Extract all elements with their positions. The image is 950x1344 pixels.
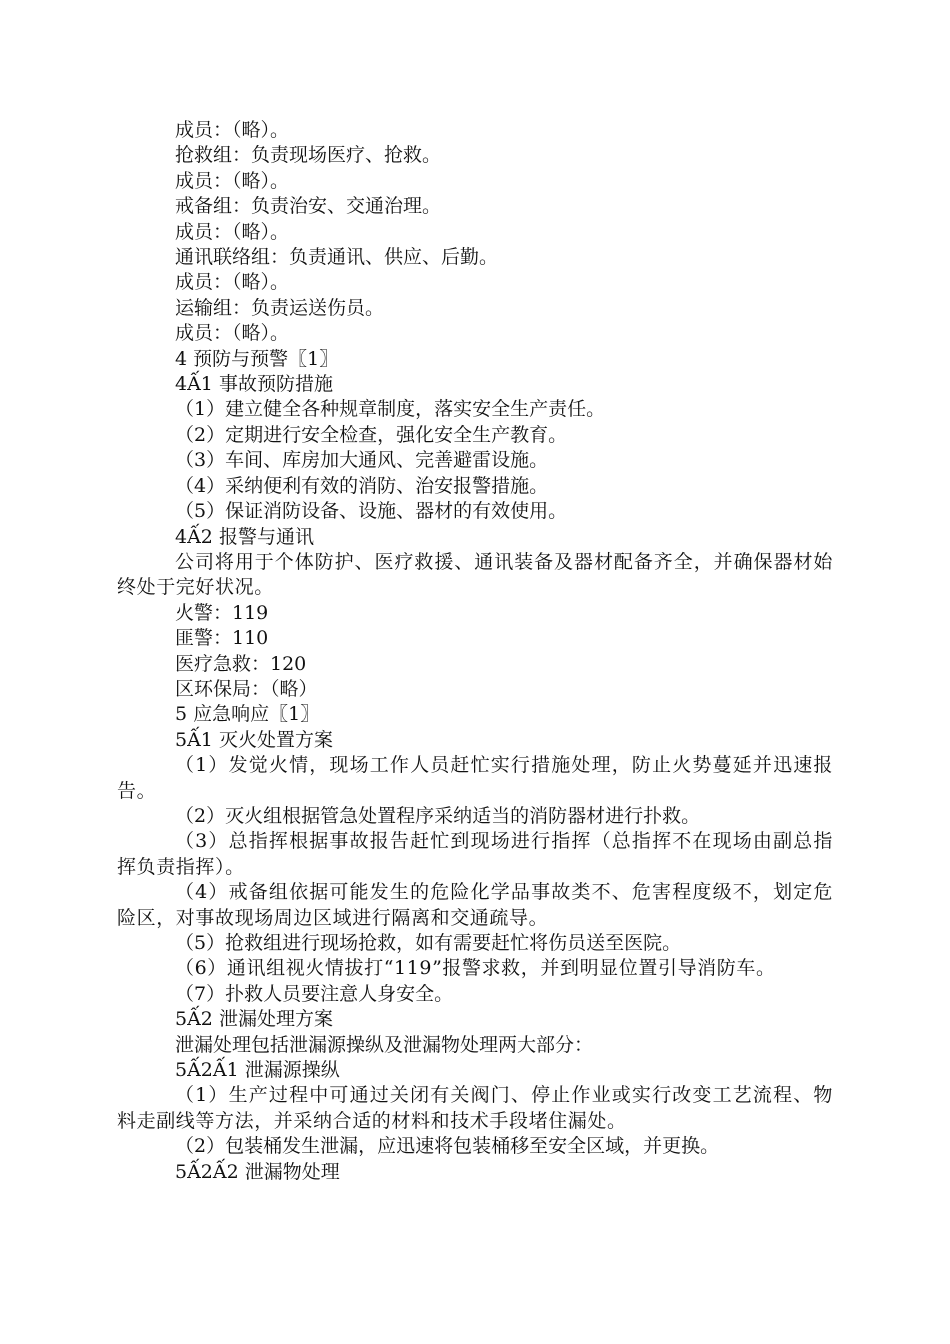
- text-line: 成员：（略）。: [175, 119, 290, 141]
- text-line: 通讯联络组：负责通讯、供应、后勤。: [175, 246, 499, 269]
- subsection-heading: 5Ấ1 灭火处置方案: [175, 728, 333, 751]
- text-line: 成员：（略）。: [175, 271, 290, 294]
- subsection-heading: 4Ấ2 报警与通讯: [175, 525, 314, 548]
- text-line: 成员：（略）。: [175, 322, 290, 345]
- paragraph: （1）生产过程中可通过关闭有关阀门、停止作业或实行改变工艺流程、物料走副线等方法，并采纳合适的材料和技术手段堵住漏处。: [117, 1084, 833, 1132]
- paragraph: 公司将用于个体防护、医疗救援、通讯装备及器材配备齐全，并确保器材始终处于完好状况。: [117, 550, 833, 599]
- list-item: （7）扑救人员要注意人身安全。: [175, 982, 454, 1005]
- list-item: （3）车间、库房加大通风、完善避雷设施。: [175, 449, 549, 472]
- text-line: 戒备组：负责治安、交通治理。: [175, 195, 442, 218]
- text-line: 成员：（略）。: [175, 220, 290, 243]
- section-heading: 5 应急响应〖1〗: [175, 703, 320, 726]
- list-item: （1）建立健全各种规章制度，落实安全生产责任。: [175, 398, 606, 421]
- document-body: [117, 118, 833, 1185]
- list-item: （5）抢救组进行现场抢救，如有需要赶忙将伤员送至医院。: [175, 932, 682, 954]
- text-line: 泄漏处理包括泄漏源操纵及泄漏物处理两大部分：: [175, 1033, 594, 1056]
- list-item: （2）包装桶发生泄漏，应迅速将包装桶移至安全区域，并更换。: [175, 1135, 720, 1158]
- section-heading: 4 预防与预警〖1〗: [175, 347, 339, 370]
- list-item: （2）定期进行安全检查，强化安全生产教育。: [175, 423, 568, 446]
- text-line: 匪警：110: [175, 627, 269, 650]
- subsection-heading: 4Ấ1 事故预防措施: [175, 373, 333, 396]
- paragraph: （1）发觉火情，现场工作人员赶忙实行措施处理，防止火势蔓延并迅速报告。: [117, 754, 833, 802]
- text-line: 区环保局：（略）: [175, 677, 318, 700]
- paragraph: （4）戒备组依据可能发生的危险化学品事故类不、危害程度级不，划定危险区，对事故现场周边区域进行隔离和交通疏导。: [117, 881, 833, 929]
- subsection-heading: 5Ấ2 泄漏处理方案: [175, 1008, 333, 1031]
- subsection-heading: 5Ấ2Ấ1 泄漏源操纵: [175, 1059, 340, 1082]
- text-line: 医疗急救：120: [175, 652, 307, 675]
- text-line: 运输组：负责运送伤员。: [175, 296, 385, 319]
- text-line: 成员：（略）。: [175, 169, 290, 192]
- paragraph: （3）总指挥根据事故报告赶忙到现场进行指挥（总指挥不在现场由副总指挥负责指挥）。: [117, 830, 833, 878]
- list-item: （5）保证消防设备、设施、器材的有效使用。: [175, 500, 568, 523]
- list-item: （4）采纳便利有效的消防、治安报警措施。: [175, 474, 549, 497]
- text-line: 火警：119: [175, 601, 269, 624]
- text-line: 抢救组：负责现场医疗、抢救。: [175, 144, 442, 167]
- list-item: （2）灭火组根据管急处置程序采纳适当的消防器材进行扑救。: [175, 804, 701, 827]
- subsection-heading: 5Ấ2Ấ2 泄漏物处理: [175, 1160, 340, 1183]
- paragraph: （6）通讯组视火情拔打“119”报警求救，并到明显位置引导消防车。: [175, 957, 776, 980]
